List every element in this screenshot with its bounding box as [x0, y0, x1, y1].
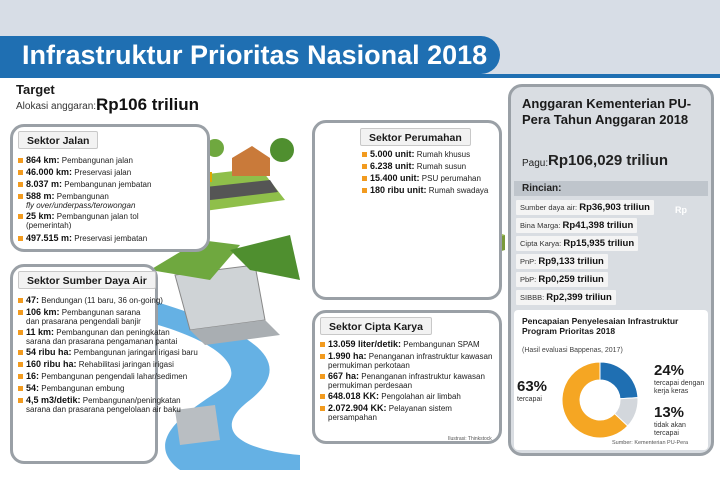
list-item: 46.000 km: Preservasi jalan — [18, 168, 131, 177]
pagu-value: Rp106,029 triliun — [548, 152, 669, 169]
list-item: 160 ribu ha: Rehabilitasi jaringan irigasi — [18, 360, 174, 369]
achievement-donut-chart — [560, 360, 640, 440]
list-item: 667 ha: Penanganan infrastruktur kawasan permukiman perdesaan — [320, 372, 485, 390]
pct-note-tidak-tercapai: tidak akan tercapai — [654, 422, 686, 437]
rincian-item: Sumber daya air: Rp36,903 triliun — [516, 200, 654, 215]
list-item: 106 km: Pembangunan sarana dan prasarana pengendali banjir — [18, 308, 141, 326]
list-item: 864 km: Pembangunan jalan — [18, 156, 133, 165]
sektor-sda-title: Sektor Sumber Daya Air — [18, 271, 156, 289]
list-item: 54 ribu ha: Pembangunan jaringan irigasi baru — [18, 348, 198, 357]
list-item: 588 m: Pembangunan fly over/underpass/terowongan — [18, 192, 135, 210]
rincian-item: PnP: Rp9,133 triliun — [516, 254, 608, 269]
list-item: 13.059 liter/detik: Pembangunan SPAM — [320, 340, 480, 349]
rp-icon: Rp — [675, 205, 687, 215]
donut-slice — [600, 362, 638, 399]
sektor-jalan-title: Sektor Jalan — [18, 131, 98, 149]
pct-note-tercapai: tercapai — [517, 396, 542, 403]
budget-value: Rp106 triliun — [96, 95, 199, 114]
list-item: 15.400 unit: PSU perumahan — [362, 174, 481, 183]
list-item: 5.000 unit: Rumah khusus — [362, 150, 470, 159]
target-label: Target — [16, 82, 55, 97]
page-title: Infrastruktur Prioritas Nasional 2018 — [22, 40, 488, 70]
list-item: 6.238 unit: Rumah susun — [362, 162, 466, 171]
pct-label-tidak-tercapai: 13% — [654, 404, 685, 421]
list-item: 47: Bendungan (11 baru, 36 on-going) — [18, 296, 163, 305]
pencapaian-subtitle: (Hasil evaluasi Bappenas, 2017) — [522, 347, 623, 354]
pct-note-kerja-keras: tercapai dengan kerja keras — [654, 380, 705, 395]
list-item: 180 ribu unit: Rumah swadaya — [362, 186, 488, 195]
rincian-item: SIBBB: Rp2,399 triliun — [516, 290, 616, 305]
rincian-item: Cipta Karya: Rp15,935 triliun — [516, 236, 638, 251]
pagu-label: Pagu: — [522, 158, 549, 169]
source-note: Sumber: Kementerian PU-Pera — [612, 440, 689, 446]
list-item: 4,5 m3/detik: Pembangunan/peningkatan sarana dan prasarana pengelolaan air baku — [18, 396, 181, 414]
anggaran-title: Anggaran Kementerian PU-Pera Tahun Anggaran 2018 — [522, 96, 692, 127]
list-item: 648.018 KK: Pengolahan air limbah — [320, 392, 461, 401]
list-item: 497.515 m: Preservasi jembatan — [18, 234, 147, 243]
sektor-cipta-karya-title: Sektor Cipta Karya — [320, 317, 432, 335]
rincian-item: PbP: Rp0,259 triliun — [516, 272, 608, 287]
pct-label-kerja-keras: 24% — [654, 362, 685, 379]
list-item: 2.072.904 KK: Pelayanan sistem persampahan — [320, 404, 452, 422]
pencapaian-title: Pencapaian Penyelesaian Infrastruktur Program Prioritas 2018 — [522, 316, 679, 336]
pct-label-tercapai: 63% — [517, 378, 548, 395]
illustration-credit: Ilustrasi: Thinkstock — [448, 436, 492, 442]
rincian-item: Bina Marga: Rp41,398 triliun — [516, 218, 637, 233]
list-item: 1.990 ha: Penanganan infrastruktur kawasan permukiman perkotaan — [320, 352, 492, 370]
rincian-label: Rincian: — [522, 183, 562, 194]
list-item: 25 km: Pembangunan jalan tol (pemerintah) — [18, 212, 139, 230]
sektor-perumahan-title: Sektor Perumahan — [360, 128, 471, 146]
list-item: 16: Pembangunan pengendali lahar/sedimen — [18, 372, 187, 381]
budget-label: Alokasi anggaran: — [16, 101, 97, 112]
panel-sektor-perumahan — [312, 120, 502, 300]
list-item: 8.037 m: Pembangunan jembatan — [18, 180, 151, 189]
list-item: 54: Pembangunan embung — [18, 384, 124, 393]
list-item: 11 km: Pembangunan dan peningkatan sarana dan prasarana pengamanan pantai — [18, 328, 177, 346]
